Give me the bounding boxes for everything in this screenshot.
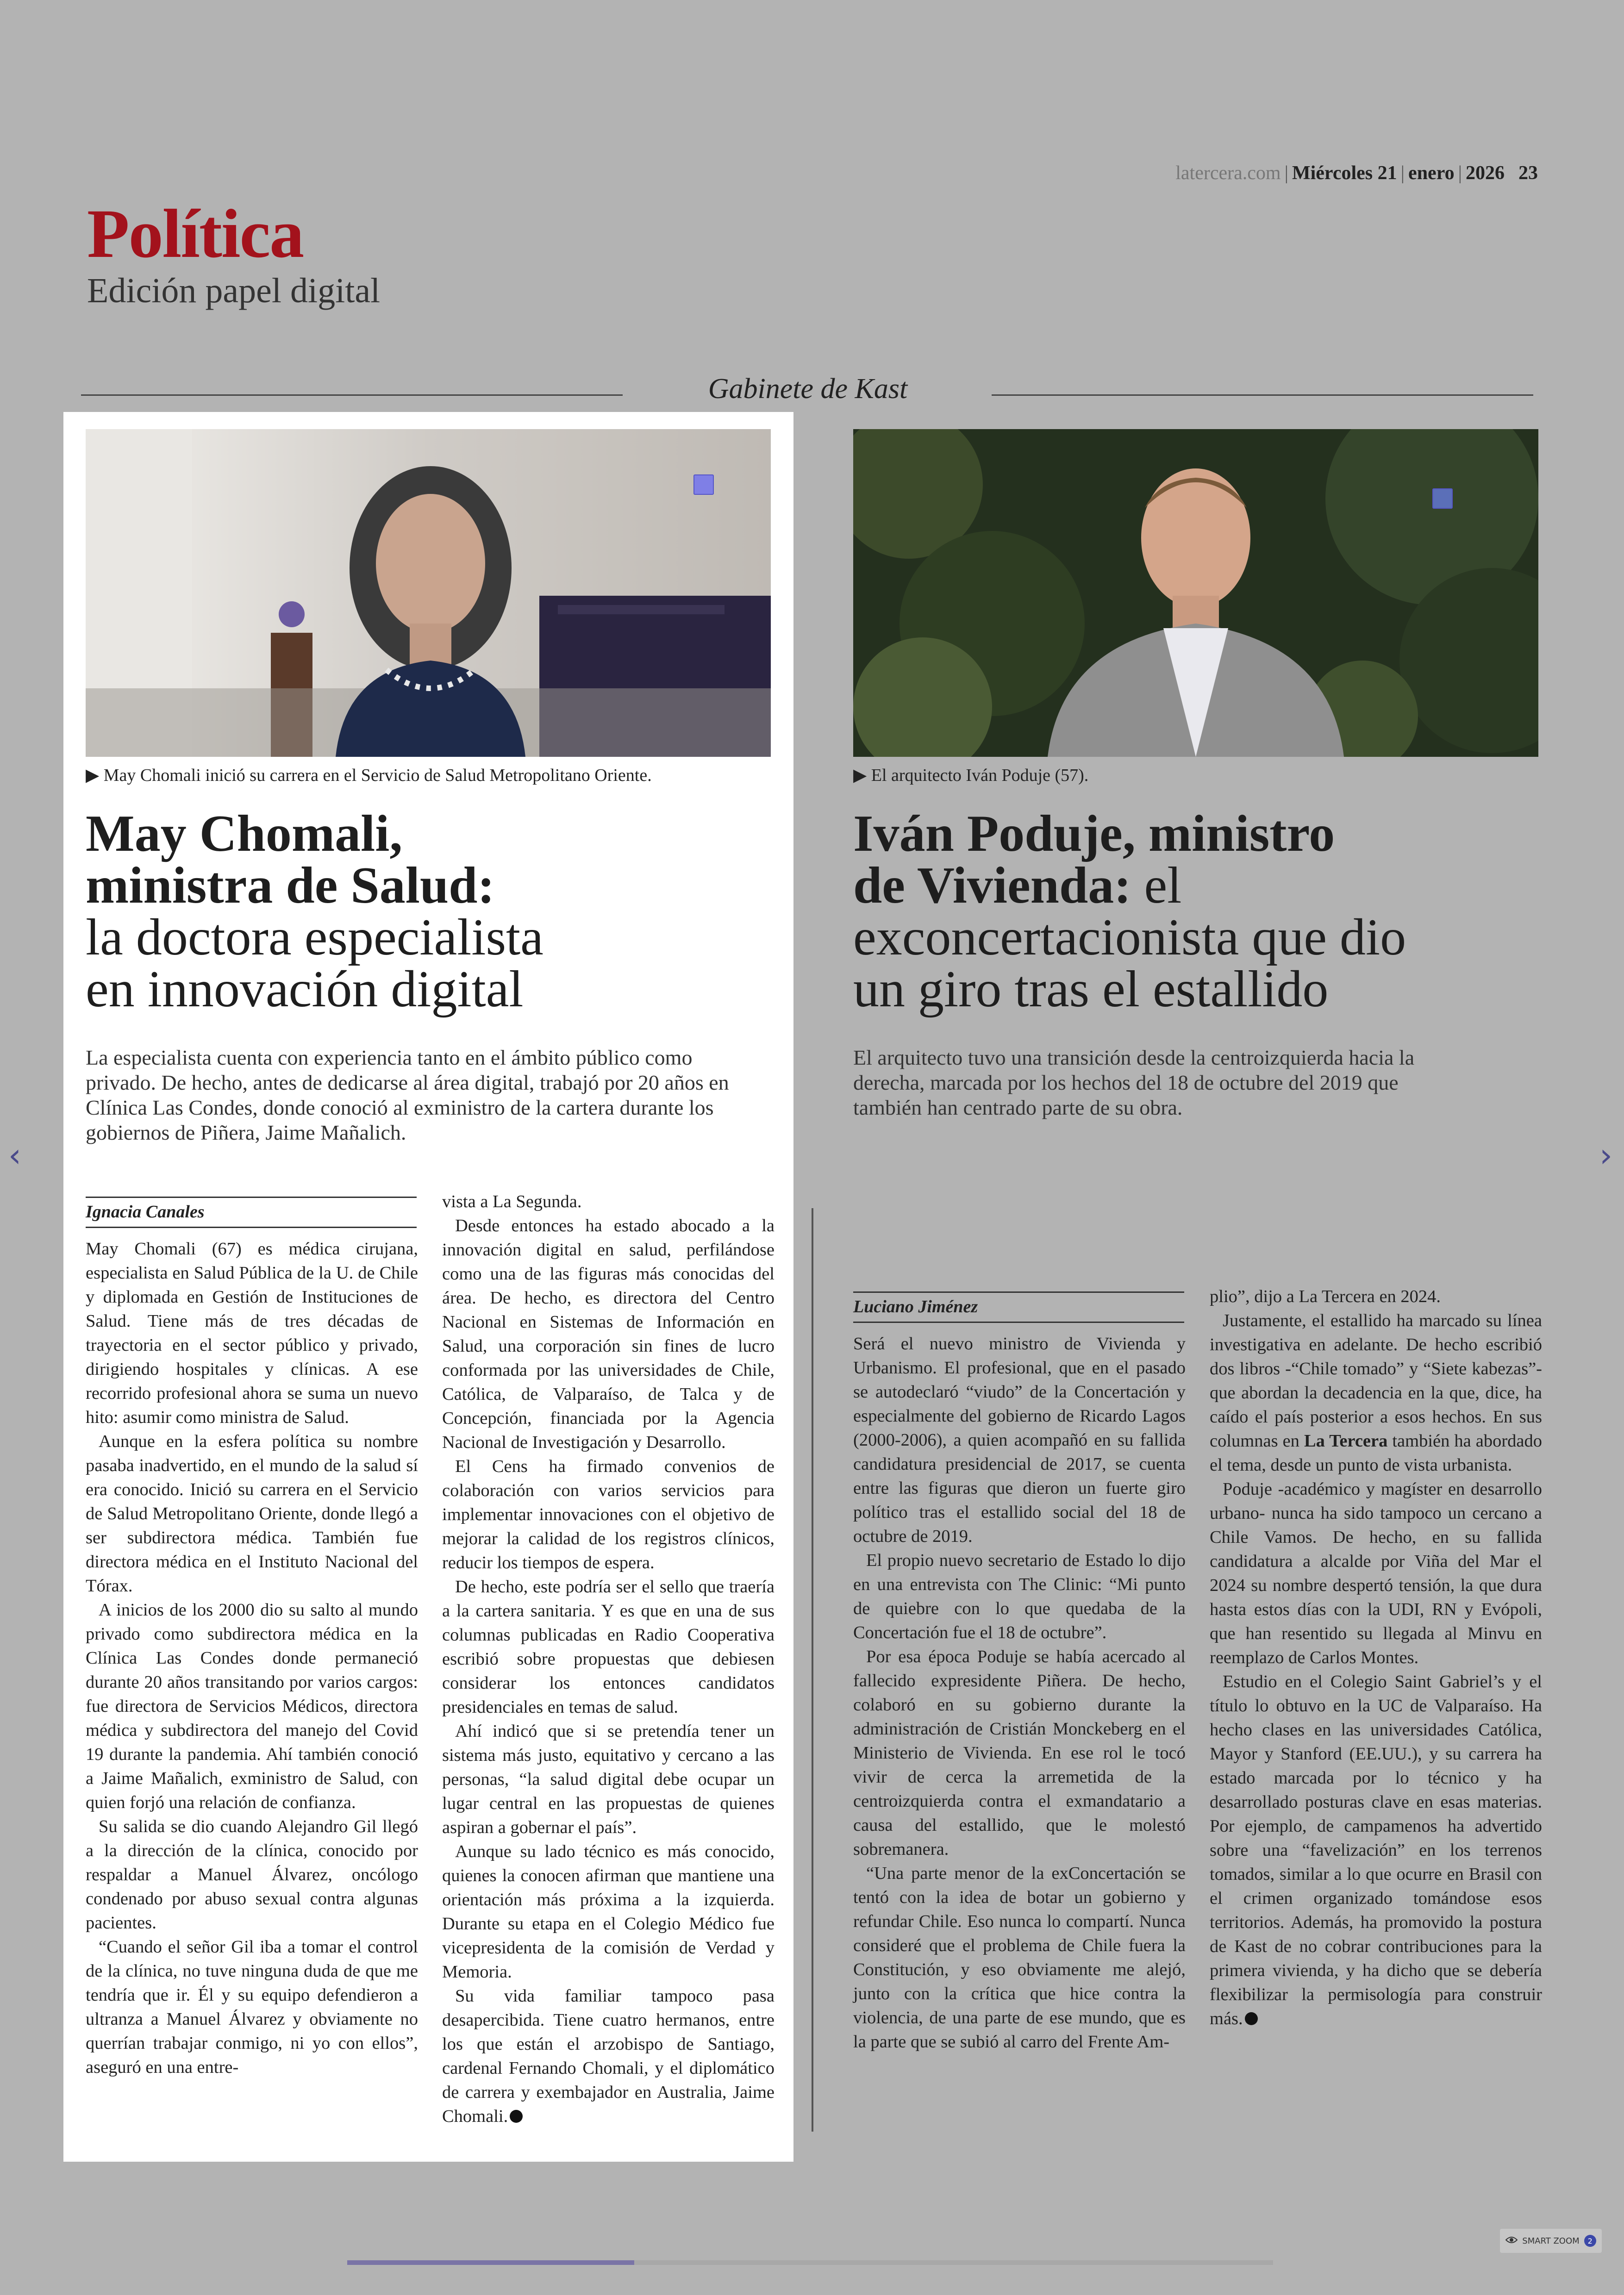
headline-light-line-1: exconcertacionista que dio [853,909,1406,966]
headline-poduje [853,805,1538,1018]
paragraph: Ahí indicó que si se pretendía tener un sistema más justo, equitativo y cercano a las personas, “la salud digital debe ocupar un lugar central en las propuestas de quienes aspiran a gobernar el país”. [442,1721,775,1837]
smart-zoom-label: SMART ZOOM [1522,2236,1580,2246]
headline-bold-line-1: Iván Poduje, ministro [853,805,1335,862]
smart-zoom-button[interactable] [1500,2229,1602,2253]
photo-poduje [853,429,1538,757]
kicker-rule-left [81,394,623,396]
paragraph: El propio nuevo secretario de Estado lo dijo en una entrevista con The Clinic: “Mi punto de quiebre con lo que quedaba de la Concertación fue el 18 de octubre”. [853,1551,1186,1642]
headline-light-line-2: en innovación digital [86,960,524,1018]
paragraph: A inicios de los 2000 dio su salto al mundo privado como subdirectora médica en la Clínica Las Condes donde permaneció durante 20 años transitando por varios cargos: fue directora de Servicios Médicos, directora médica y subdirectora del manejo del Covid 19 durante la pandemia. Ahí también conoció a Jaime Mañalich, exministro de Salud, con quien forjó una relación de confianza. [86,1600,418,1812]
paragraph-part: también ha abordado el tema, desde un punto de vista urbanista. [1210,1431,1543,1475]
headline-light-line-1: la doctora especialista [86,909,543,966]
headline-bold-line-2: ministra de Salud: [86,857,495,914]
page-progress-fill [347,2260,634,2265]
paragraph-part: Justamente, el estallido ha marcado su línea investigativa en adelante. De hecho escribió dos libros -“Chile tomado” y “Siete kabezas”- que abordan la decadencia en la que, dice, ha caído el país posterior a esos hechos. En sus columnas en [1210,1311,1542,1451]
paragraph: El Cens ha firmado convenios de colaboración con varios servicios para implementar innovaciones con el objetivo de mejorar la calidad de los registros clínicos, reducir los tiempos de espera. [442,1457,775,1572]
paragraph: plio”, dijo a La Tercera en 2024. [1210,1287,1441,1306]
paragraph: May Chomali (67) es médica cirujana, especialista en Salud Pública de la U. de Chile y diplomada en Gestión de Instituciones de Salud. Tiene más de tres décadas de trayectoria en el sector público y privado, dirigiendo hospitales y clínicas. A ese recorrido profesional ahora se suma un nuevo hito: asumir como ministra de Salud. [86,1239,418,1427]
photo-tag-icon[interactable] [693,474,714,495]
date-year: 2026 [1466,162,1505,184]
paragraph: Será el nuevo ministro de Vivienda y Urbanismo. El profesional, que en el pasado se autodeclaró “viudo” de la Concertación y especialmente del gobierno de Ricardo Lagos (2000-2006), a quien acompañó en su fallida candidatura presidencial de 2017, se cuenta entre las figuras que dieron un fuerte giro político tras el estallido social del 18 de octubre de 2019. [853,1334,1186,1546]
byline-chomali: Ignacia Canales [86,1197,417,1228]
body-col-1-poduje [853,1332,1186,2054]
paragraph: Poduje -académico y magíster en desarrollo urbano- nunca ha sido tampoco un cercano a Chile Vamos. De hecho, en su fallida candidatura a alcalde por Viña del Mar el 2024 su nombre despertó tensión, la que dura hasta estos días con la UDI, RN y Evópoli, que han resentido su llegada al Minvu en reemplazo de Carlos Montes. [1210,1479,1542,1667]
headline-bold-line-2: de Vivienda: [853,857,1131,914]
kicker-rule-right [992,394,1533,396]
byline-poduje: Luciano Jiménez [853,1291,1184,1323]
paragraph: Aunque en la esfera política su nombre pasaba inadvertido, en el mundo de la salud sí era conocido. Inició su carrera en el Servicio de Salud Metropolitano Oriente, donde llegó a ser subdirectora médica. También fue directora médica en el Instituto Nacional del Tórax. [86,1432,418,1596]
lead-poduje: El arquitecto tuvo una transición desde la centroizquierda hacia la derecha, marcada por los hechos del 18 de octubre del 2019 que también han centrado parte de su obra. [853,1046,1415,1119]
paragraph: Desde entonces ha estado abocado a la innovación digital en salud, perfilándose como una de las figuras más conocidas del área. De hecho, es directora del Centro Nacional en Sistemas de Información en Salud, una corporación sin fines de lucro conformada por las universidades de Chile, Católica, de Valparaíso, de Talca y de Concepción, financiada por la Agencia Nacional de Investigación y Desarrollo. [442,1216,775,1452]
smart-zoom-badge: 2 [1584,2235,1596,2247]
newspaper-name: La Tercera [1304,1431,1388,1451]
paragraph: Por esa época Poduje se había acercado al fallecido expresidente Piñera. De hecho, colaboró en su gobierno durante la administración de Cristián Monckeberg en el Ministerio de Vivienda. En ese rol le tocó vivir de cerca la arremetida de la centroizquierda contra el exmandatario a causa del estallido, que le molestó sobremanera. [853,1647,1186,1859]
paragraph: “Cuando el señor Gil iba a tomar el control de la clínica, no tuve ninguna duda de que me tendría que ir. Él y su equipo defendieron a ultranza a Manuel Álvarez y obviamente no querrían trabajar conmigo, ni yo con ellos”, aseguró en una entre- [86,1937,418,2077]
eye-icon [1505,2236,1518,2246]
headline-chomali [86,805,771,1018]
site-name: latercera.com [1175,162,1281,184]
section-title: Política [87,195,304,272]
paragraph: Estudio en el Colegio Saint Gabriel’s y el título lo obtuvo en la UC de Valparaíso. Ha hecho clases en las universidades Católica, Mayor y Stanford (EE.UU.), y su carrera ha estado marcada por lo técnico y ha desarrollado posturas clave en esas materias. Por ejemplo, de campamenos ha advertido sobre una “favelización” en los terrenos tomados, similar a lo que ocurre en Brasil con el crimen organizado tomándose esos territorios. Además, ha promovido la postura de Kast de no cobrar contribuciones para la primera vivienda, y ha dicho que se debería flexibilizar la permisología para construir más. [1210,1672,1542,2028]
headline-light-inline: el [1131,857,1182,914]
caption-chomali: ▶ May Chomali inició su carrera en el Servicio de Salud Metropolitano Oriente. [86,766,652,785]
edition-subtitle: Edición papel digital [87,271,381,310]
paragraph: De hecho, este podría ser el sello que traería a la cartera sanitaria. Y es que en una de sus columnas publicadas en Radio Cooperativa escribió sobre propuestas que debiesen considerar los entonces candidatos presidenciales en temas de salud. [442,1577,775,1717]
photo-chomali [86,429,771,757]
body-col-1-chomali [86,1237,418,2079]
column-divider [812,1208,813,2132]
paragraph: vista a La Segunda. [442,1192,582,1211]
end-mark-icon [510,2110,523,2123]
paragraph: Su vida familiar tampoco pasa desapercibida. Tiene cuatro hermanos, entre los que están el arzobispo de Santiago, cardenal Fernando Chomali, y el diplomático de carrera y exembajador en Australia, Jaime Chomali. [442,1986,775,2126]
body-col-2-chomali [442,1190,775,2128]
headline-bold-line-1: May Chomali, [86,805,403,862]
end-mark-icon [1245,2012,1258,2025]
kicker: Gabinete de Kast [708,373,908,405]
paragraph: “Una parte menor de la exConcertación se tentó con la idea de botar un gobierno y refundar Chile. Eso nunca lo compartí. Nunca consideré que el problema de Chile fuera la Constitución, y eso obviamente me alejó, junto con la crítica que hice contra la violencia, de una parte de ese mundo, que es la parte que se subió al carro del Frente Am- [853,1864,1186,2052]
lead-chomali: La especialista cuenta con experiencia tanto en el ámbito público como privado. De hecho, antes de dedicarse al área digital, trabajó por 20 años en Clínica Las Condes, donde conoció al exministro de la cartera durante los gobiernos de Piñera, Jaime Mañalich. [86,1046,729,1144]
page-number: 23 [1518,162,1538,184]
paragraph: Su salida se dio cuando Alejandro Gil llegó a la dirección de la clínica, conocido por respaldar a Manuel Álvarez, oncólogo condenado por abuso sexual contra algunas pacientes. [86,1817,418,1933]
dateline: latercera.com | Miércoles 21 | enero | 2026 23 [1175,162,1538,184]
date-month: enero [1408,162,1455,184]
photo-tag-icon[interactable] [1432,488,1453,509]
date-weekday: Miércoles 21 [1292,162,1397,184]
body-col-2-poduje [1210,1285,1542,2031]
chevron-right-icon[interactable]: › [1599,1136,1612,1174]
headline-light-line-2: un giro tras el estallido [853,960,1329,1018]
paragraph: Aunque su lado técnico es más conocido, quienes la conocen afirman que mantiene una orientación más próxima a la izquierda. Durante su etapa en el Colegio Médico fue vicepresidenta de la comisión de Verdad y Memoria. [442,1842,775,1982]
chevron-left-icon[interactable]: ‹ [8,1136,21,1174]
caption-poduje: ▶ El arquitecto Iván Poduje (57). [853,766,1089,785]
